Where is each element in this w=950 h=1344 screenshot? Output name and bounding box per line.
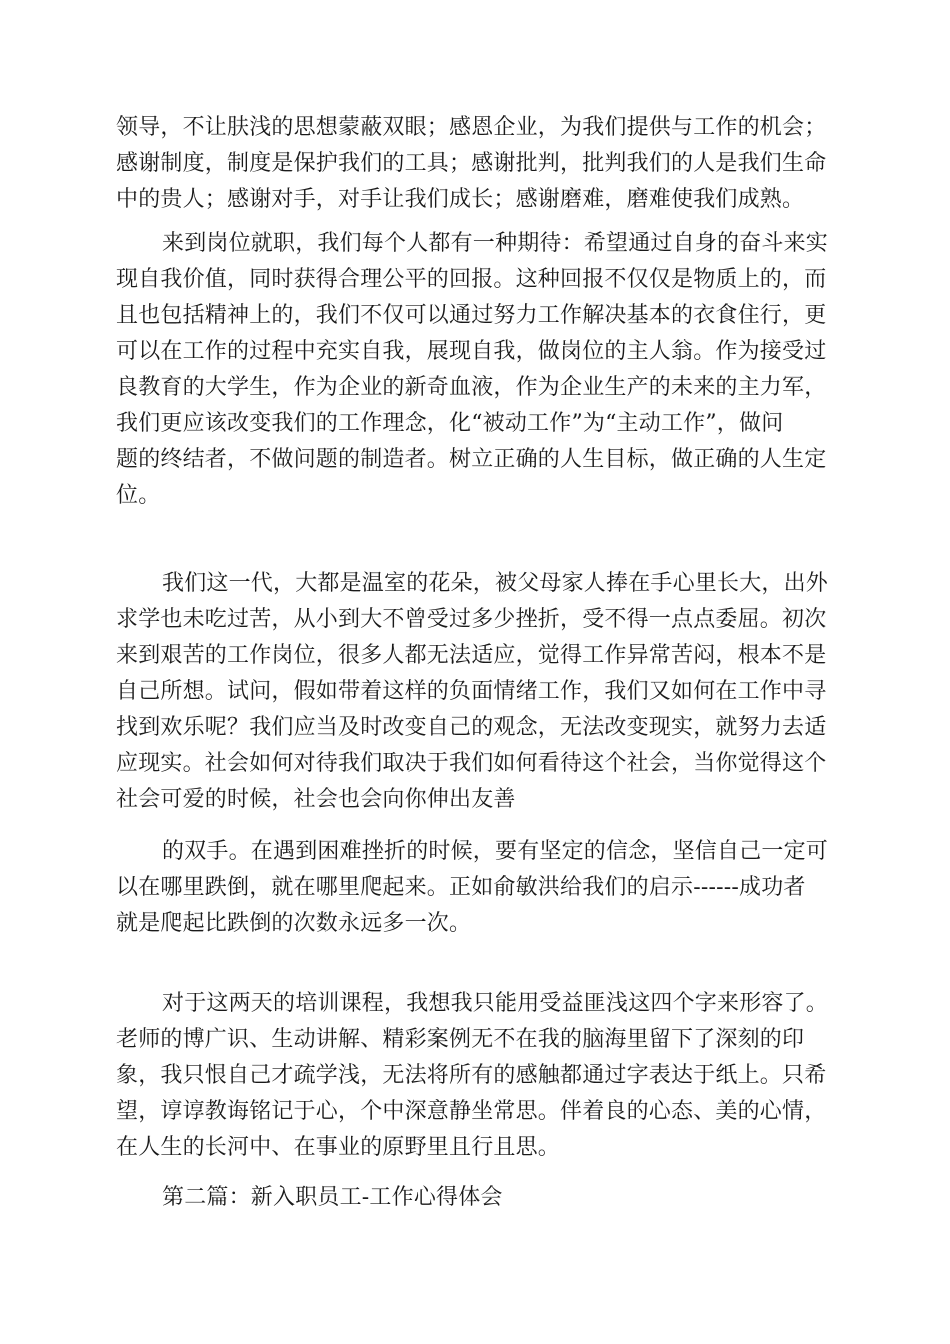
section-heading — [116, 1180, 836, 1216]
text-line: 的双手。在遇到困难挫折的时候，要有坚定的信念，坚信自己一定可 — [162, 839, 829, 864]
text-line: 来到艰苦的工作岗位，很多人都无法适应，觉得工作异常苦闷，根本不是 — [116, 643, 827, 668]
paragraph-perseverance — [116, 834, 836, 942]
text-line: 老师的博广识、生动讲解、精彩案例无不在我的脑海里留下了深刻的印 — [116, 1027, 805, 1052]
text-line: 感谢制度，制度是保护我们的工具；感谢批判，批判我们的人是我们生命 — [116, 151, 827, 176]
text-line: 求学也未吃过苦，从小到大不曾受过多少挫折，受不得一点点委屈。初次 — [116, 607, 827, 632]
text-line: 可以在工作的过程中充实自我，展现自我，做岗位的主人翁。作为接受过 — [116, 339, 827, 364]
text-line: 望，谆谆教诲铭记于心，个中深意静坐常思。伴着良的心态、美的心情， — [116, 1099, 827, 1124]
paragraph-expectation — [116, 226, 836, 514]
text-line: 就是爬起比跌倒的次数永远多一次。 — [116, 911, 472, 936]
text-line: 象，我只恨自己才疏学浅，无法将所有的感触都通过字表达于纸上。只希 — [116, 1063, 827, 1088]
text-line: 题的终结者，不做问题的制造者。树立正确的人生目标，做正确的人生定 — [116, 447, 827, 472]
text-line: 位。 — [116, 483, 161, 508]
text-line: 以在哪里跌倒，就在哪里爬起来。正如俞敏洪给我们的启示------成功者 — [116, 875, 806, 900]
paragraph-generation — [116, 566, 836, 818]
text-line: 自己所想。试问，假如带着这样的负面情绪工作，我们又如何在工作中寻 — [116, 679, 827, 704]
text-line: 找到欢乐呢？我们应当及时改变自己的观念，无法改变现实，就努力去适 — [116, 715, 827, 740]
text-line: 现自我价值，同时获得合理公平的回报。这种回报不仅仅是物质上的，而 — [116, 267, 827, 292]
text-line: 对于这两天的培训课程，我想我只能用受益匪浅这四个字来形容了。 — [162, 991, 829, 1016]
text-line: 来到岗位就职，我们每个人都有一种期待：希望通过自身的奋斗来实 — [162, 231, 829, 256]
text-line: 且也包括精神上的，我们不仅可以通过努力工作解决基本的衣食住行，更 — [116, 303, 827, 328]
text-line: 良教育的大学生，作为企业的新奇血液，作为企业生产的未来的主力军， — [116, 375, 827, 400]
paragraph-training — [116, 986, 836, 1166]
text-line: 应现实。社会如何对待我们取决于我们如何看待这个社会，当你觉得这个 — [116, 751, 827, 776]
text-line: 我们更应该改变我们的工作理念，化“被动工作”为“主动工作”，做问 — [116, 411, 784, 436]
text-line: 中的贵人；感谢对手，对手让我们成长；感谢磨难，磨难使我们成熟。 — [116, 187, 805, 212]
text-line: 社会可爱的时候，社会也会向你伸出友善 — [116, 787, 516, 812]
text-line: 在人生的长河中、在事业的原野里且行且思。 — [116, 1135, 561, 1160]
text-line: 我们这一代，大都是温室的花朵，被父母家人捧在手心里长大，出外 — [162, 571, 829, 596]
paragraph-gratitude — [116, 110, 836, 218]
text-line: 领导，不让肤浅的思想蒙蔽双眼；感恩企业，为我们提供与工作的机会； — [116, 115, 827, 140]
section-title: 第二篇：新入职员工-工作心得体会 — [162, 1185, 503, 1210]
